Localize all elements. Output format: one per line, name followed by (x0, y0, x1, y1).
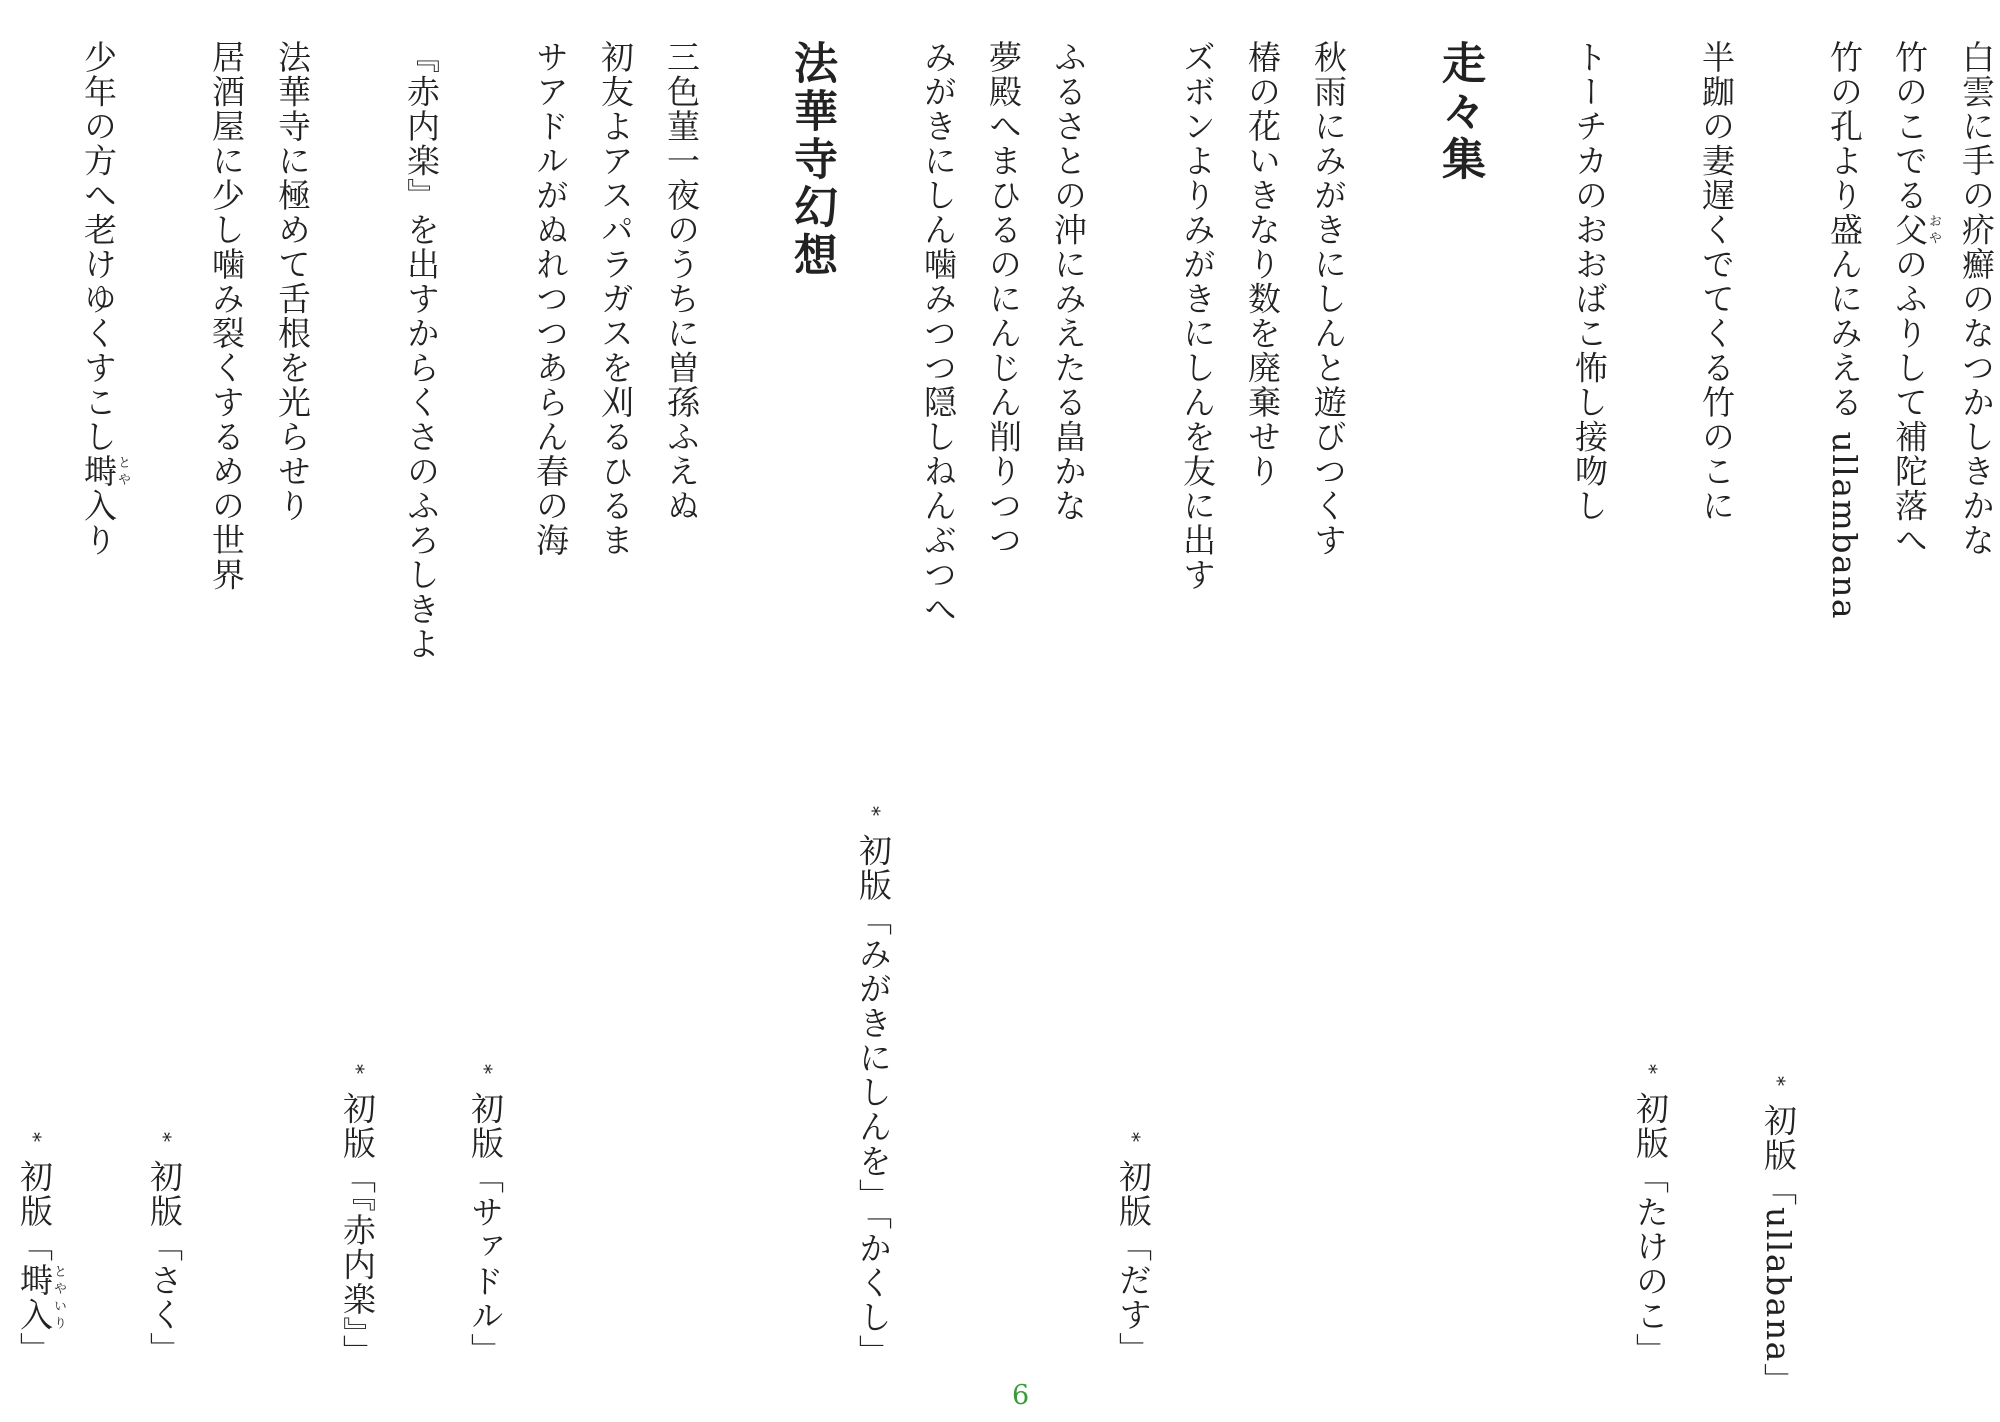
footnote-marker: * (861, 806, 885, 818)
footnote-1: *初版「ullabana」 (1759, 1076, 1798, 1398)
footnote-7: *初版「さく」 (145, 1132, 184, 1367)
poem-line-12: 三色菫一夜のうちに曽孫ふえぬ (662, 40, 701, 523)
poem-line-3: 竹の孔より盛んにみえる ullambana (1825, 40, 1864, 621)
poem-line-2: 竹のこでる父おやのふりして補陀落へ (1890, 40, 1941, 558)
page-number: 6 (1012, 1380, 1030, 1411)
poem-line-7: 椿の花いきなり数を廃棄せり (1243, 40, 1282, 489)
poem-line-4: 半跏の妻遅くでてくる竹のこに (1697, 40, 1736, 523)
poem-line-9: ふるさとの沖にみえたる畠かな (1049, 40, 1088, 523)
poem-line-1: 白雲に手の疥癬のなつかしきかな (1957, 40, 1996, 558)
poem-line-6: 秋雨にみがきにしんと遊びつくす (1309, 40, 1348, 558)
section-heading-soso: 走々集 (1434, 40, 1485, 184)
poem-line-16: 法華寺に極めて舌根を光らせり (273, 40, 312, 523)
footnote-6: *初版「『赤内楽』」 (338, 1064, 377, 1369)
poem-line-5: トーチカのおおばこ怖し接吻し (1570, 40, 1609, 523)
footnote-5: *初版「サァドル」 (466, 1064, 505, 1368)
footnote-8: *初版「塒入とやいり」 (15, 1132, 66, 1367)
poem-line-10: 夢殿へまひるのにんじん削りつつ (984, 40, 1023, 558)
footnote-2: *初版「たけのこ」 (1631, 1064, 1670, 1368)
poem-line-8: ズボンよりみがきにしんを友に出す (1178, 40, 1217, 592)
section-heading-hokkeji: 法華寺幻想 (786, 40, 837, 280)
poem-line-13: 初友よアスパラガスを刈るひるま (596, 40, 635, 558)
footnote-marker: * (22, 1132, 46, 1144)
footnote-3: *初版「だす」 (1114, 1132, 1153, 1367)
poem-line-17: 居酒屋に少し噛み裂くするめの世界 (207, 40, 246, 592)
footnote-marker: * (1121, 1132, 1145, 1144)
footnote-marker: * (1766, 1076, 1790, 1088)
poem-line-14: サアドルがぬれつつあらん春の海 (531, 40, 570, 558)
poem-line-18: 少年の方へ老けゆくすこし塒とや入り (79, 40, 130, 558)
poem-line-15: 『赤内楽』を出すからくさのふろしきよ (402, 40, 441, 661)
footnote-marker: * (152, 1132, 176, 1144)
footnote-4: *初版「みがきにしんを」「かくし」 (854, 806, 893, 1369)
footnote-marker: * (1638, 1064, 1662, 1076)
footnote-marker: * (473, 1064, 497, 1076)
poem-line-11: みがきにしん噛みつつ隠しねんぶつへ (919, 40, 958, 627)
footnote-marker: * (345, 1064, 369, 1076)
